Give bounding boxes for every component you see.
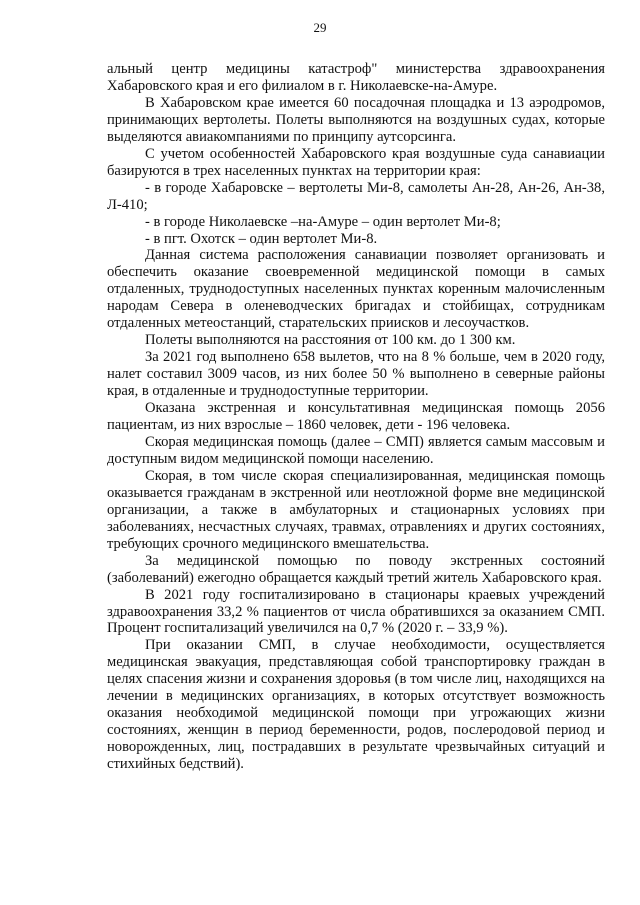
paragraph: альный центр медицины катастроф" министерства здравоохранения Хабаровского края и его филиалом в г. Николаевске-на-Амуре. bbox=[107, 61, 605, 94]
paragraph: В Хабаровском крае имеется 60 посадочная площадка и 13 аэродромов, принимающих вертолеты. Полеты выполняются на воздушных судах, которые выделяются авиакомпаниями по принципу аутсорсинга. bbox=[107, 94, 605, 145]
page-number: 29 bbox=[313, 20, 327, 35]
list-item: - в городе Николаевске –на-Амуре – один вертолет Ми-8; bbox=[145, 213, 501, 230]
paragraph: С учетом особенностей Хабаровского края воздушные суда санавиации базируются в трех населенных пунктах на территории края: bbox=[107, 145, 605, 179]
list-item: - в пгт. Охотск – один вертолет Ми-8. bbox=[145, 230, 378, 247]
paragraph: Оказана экстренная и консультативная медицинская помощь 2056 пациентам, из них взрослые – 1860 человек, дети - 196 человека. bbox=[107, 400, 605, 434]
paragraph: Данная система расположения санавиации позволяет организовать и обеспечить оказание своевременной медицинской помощи в самых отдаленных, труднодоступных населенных пунктах коренным малочисленным народам Севера в оленеводческих бригадах и стойбищах, сотрудникам отдаленных метеостанций, старательских приисков и лесоучастков. bbox=[107, 247, 605, 332]
paragraph: В 2021 году госпитализировано в стационары краевых учреждений здравоохранения 33,2 % пациентов от числа обратившихся за оказанием СМП. Процент госпитализаций увеличился на 0,7 % (2020 г. – 33,9 %). bbox=[107, 586, 605, 637]
list-item: - в городе Хабаровске – вертолеты Ми-8, самолеты Ан-28, Ан-26, Ан-38, Л-410; bbox=[107, 179, 605, 213]
paragraph: Скорая медицинская помощь (далее – СМП) является самым массовым и доступным видом медицинской помощи населению. bbox=[107, 433, 605, 467]
paragraph: Полеты выполняются на расстояния от 100 км. до 1 300 км. bbox=[145, 332, 516, 349]
paragraph: Скорая, в том числе скорая специализированная, медицинская помощь оказывается гражданам в экстренной или неотложной форме вне медицинской организации, а также в амбулаторных и стационарных условиях при заболеваниях, несчастных случаях, травмах, отравлениях и других состояниях, требующих срочного медицинского вмешательства. bbox=[107, 467, 605, 552]
paragraph: За медицинской помощью по поводу экстренных состояний (заболеваний) ежегодно обращается каждый третий житель Хабаровского края. bbox=[107, 552, 605, 586]
paragraph: При оказании СМП, в случае необходимости, осуществляется медицинская эвакуация, представляющая собой транспортировку граждан в целях спасения жизни и сохранения здоровья (в том числе лиц, находящихся на лечении в медицинских организациях, в которых отсутствует возможность оказания необходимой медицинской помощи при угрожающих жизни состояниях, женщин в период беременности, родов, послеродовой период и новорожденных, лиц, пострадавших в результате чрезвычайных ситуаций и стихийных бедствий). bbox=[107, 637, 605, 773]
paragraph: За 2021 год выполнено 658 вылетов, что на 8 % больше, чем в 2020 году, налет составил 3009 часов, из них более 50 % выполнено в северные районы края, в отдаленные и труднодоступные территории. bbox=[107, 349, 605, 400]
body-text bbox=[107, 61, 605, 773]
